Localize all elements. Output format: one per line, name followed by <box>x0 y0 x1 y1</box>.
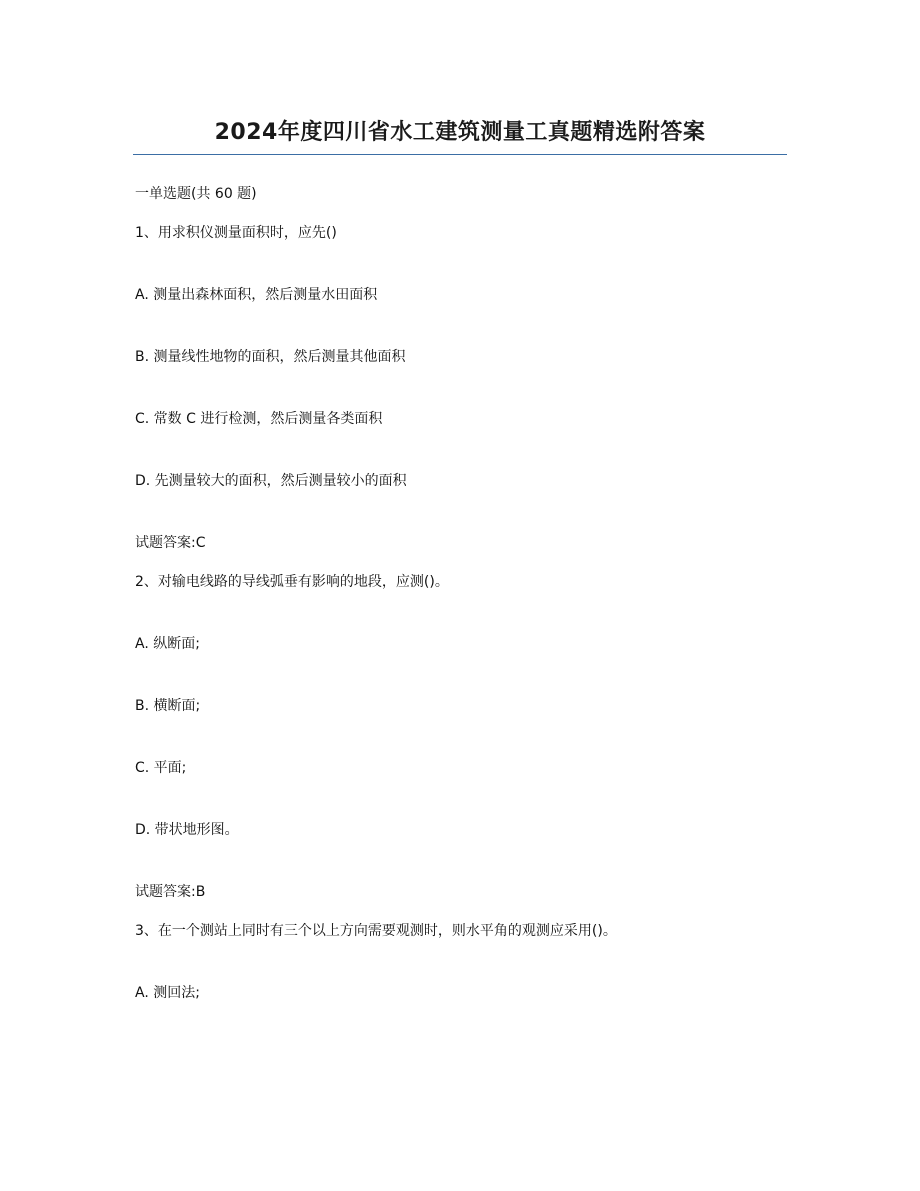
question-1-option-a: A. 测量出森林面积，然后测量水田面积 <box>135 287 378 303</box>
question-2-option-d: D. 带状地形图。 <box>135 822 239 838</box>
question-1-option-c: C. 常数 C 进行检测，然后测量各类面积 <box>135 411 383 427</box>
question-1-stem: 1、用求积仪测量面积时，应先() <box>135 225 337 241</box>
question-1-option-b: B. 测量线性地物的面积，然后测量其他面积 <box>135 349 406 365</box>
question-2-option-b: B. 横断面; <box>135 698 201 714</box>
title-underline <box>133 154 787 155</box>
question-2-answer: 试题答案:B <box>135 884 206 900</box>
question-3-option-a: A. 测回法; <box>135 985 200 1001</box>
document-title: 2024年度四川省水工建筑测量工真题精选附答案 <box>214 120 706 145</box>
question-1-answer: 试题答案:C <box>135 535 206 551</box>
question-2-stem: 2、对输电线路的导线弧垂有影响的地段，应测()。 <box>135 574 449 590</box>
question-2-option-a: A. 纵断面; <box>135 636 200 652</box>
question-2-option-c: C. 平面; <box>135 760 187 776</box>
question-3-stem: 3、在一个测站上同时有三个以上方向需要观测时，则水平角的观测应采用()。 <box>135 923 617 939</box>
question-1-option-d: D. 先测量较大的面积，然后测量较小的面积 <box>135 473 407 489</box>
section-heading: 一单选题(共 60 题) <box>135 186 257 202</box>
